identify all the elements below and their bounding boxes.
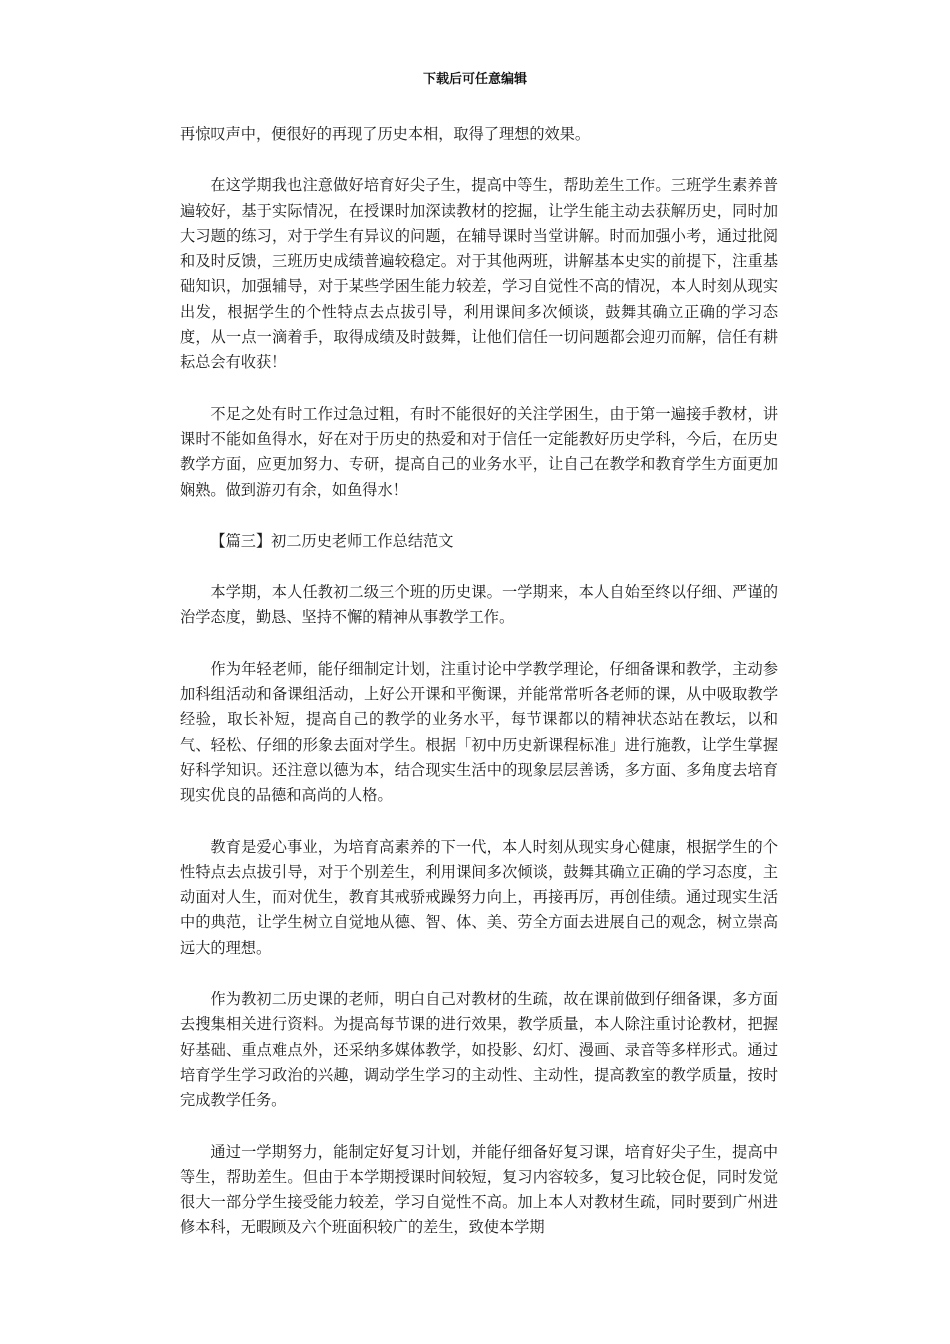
document-body bbox=[180, 122, 778, 1267]
section-heading: 【篇三】初二历史老师工作总结范文 bbox=[210, 531, 454, 550]
paragraph-8: 通过一学期努力，能制定好复习计划，并能仔细备好复习课，培育好尖子生，提高中等生，帮助差生。但由于本学期授课时间较短，复习内容较多，复习比较仓促，同时发觉很大一部分学生接受能力较差，学习自觉性不高。加上本人对教材生疏，同时要到广州进修本科，无暇顾及六个班面积较广的差生，致使本学期 bbox=[180, 1142, 778, 1237]
paragraph-6: 教育是爱心事业，为培育高素养的下一代，本人时刻从现实身心健康，根据学生的个性特点去点拔引导，对于个别差生，利用课间多次倾谈，鼓舞其确立正确的学习态度，主动面对人生，而对优生，教育其戒骄戒躁努力向上，再接再厉，再创佳绩。通过现实生活中的典范，让学生树立自觉地从德、智、体、美、劳全方面去进展自己的观念，树立崇高远大的理想。 bbox=[180, 837, 778, 957]
page-header: 下载后可任意编辑 bbox=[422, 72, 527, 87]
paragraph-5: 作为年轻老师，能仔细制定计划，注重讨论中学教学理论，仔细备课和教学，主动参加科组活动和备课组活动，上好公开课和平衡课，并能常常听各老师的课，从中吸取教学经验，取长补短，提高自己的教学的业务水平，每节课都以的精神状态站在教坛，以和气、轻松、仔细的形象去面对学生。根据「初中历史新课程标准」进行施教，让学生掌握好科学知识。还注意以德为本，结合现实生活中的现象层层善诱，多方面、多角度去培育现实优良的品德和高尚的人格。 bbox=[180, 659, 778, 805]
paragraph-2: 在这学期我也注意做好培育好尖子生，提高中等生，帮助差生工作。三班学生素养普遍较好，基于实际情况，在授课时加深读教材的挖掘，让学生能主动去获解历史，同时加大习题的练习，对于学生有异议的问题，在辅导课时当堂讲解。时而加强小考，通过批阅和及时反馈，三班历史成绩普遍较稳定。对于其他两班，讲解基本史实的前提下，注重基础知识，加强辅导，对于某些学困生能力较差，学习自觉性不高的情况，本人时刻从现实出发，根据学生的个性特点去点拔引导，利用课间多次倾谈，鼓舞其确立正确的学习态度，从一点一滴着手，取得成绩及时鼓舞，让他们信任一切问题都会迎刃而解，信任有耕耘总会有收获！ bbox=[180, 176, 778, 372]
paragraph-3: 不足之处有时工作过急过粗，有时不能很好的关注学困生，由于第一遍接手教材，讲课时不能如鱼得水，好在对于历史的热爱和对于信任一定能教好历史学科，今后，在历史教学方面，应更加努力、专研，提高自己的业务水平，让自己在教学和教育学生方面更加娴熟。做到游刃有余，如鱼得水！ bbox=[180, 404, 778, 499]
paragraph-1: 再惊叹声中，便很好的再现了历史本相，取得了理想的效果。 bbox=[180, 125, 591, 143]
paragraph-7: 作为教初二历史课的老师，明白自己对教材的生疏，故在课前做到仔细备课，多方面去搜集相关进行资料。为提高每节课的进行效果，教学质量，本人除注重讨论教材，把握好基础、重点难点外，还采纳多媒体教学，如投影、幻灯、漫画、录音等多样形式。通过培育学生学习政治的兴趣，调动学生学习的主动性、主动性，提高教室的教学质量，按时完成教学任务。 bbox=[180, 990, 778, 1110]
paragraph-4: 本学期，本人任教初二级三个班的历史课。一学期来，本人自始至终以仔细、严谨的治学态度，勤恳、坚持不懈的精神从事教学工作。 bbox=[180, 583, 778, 627]
